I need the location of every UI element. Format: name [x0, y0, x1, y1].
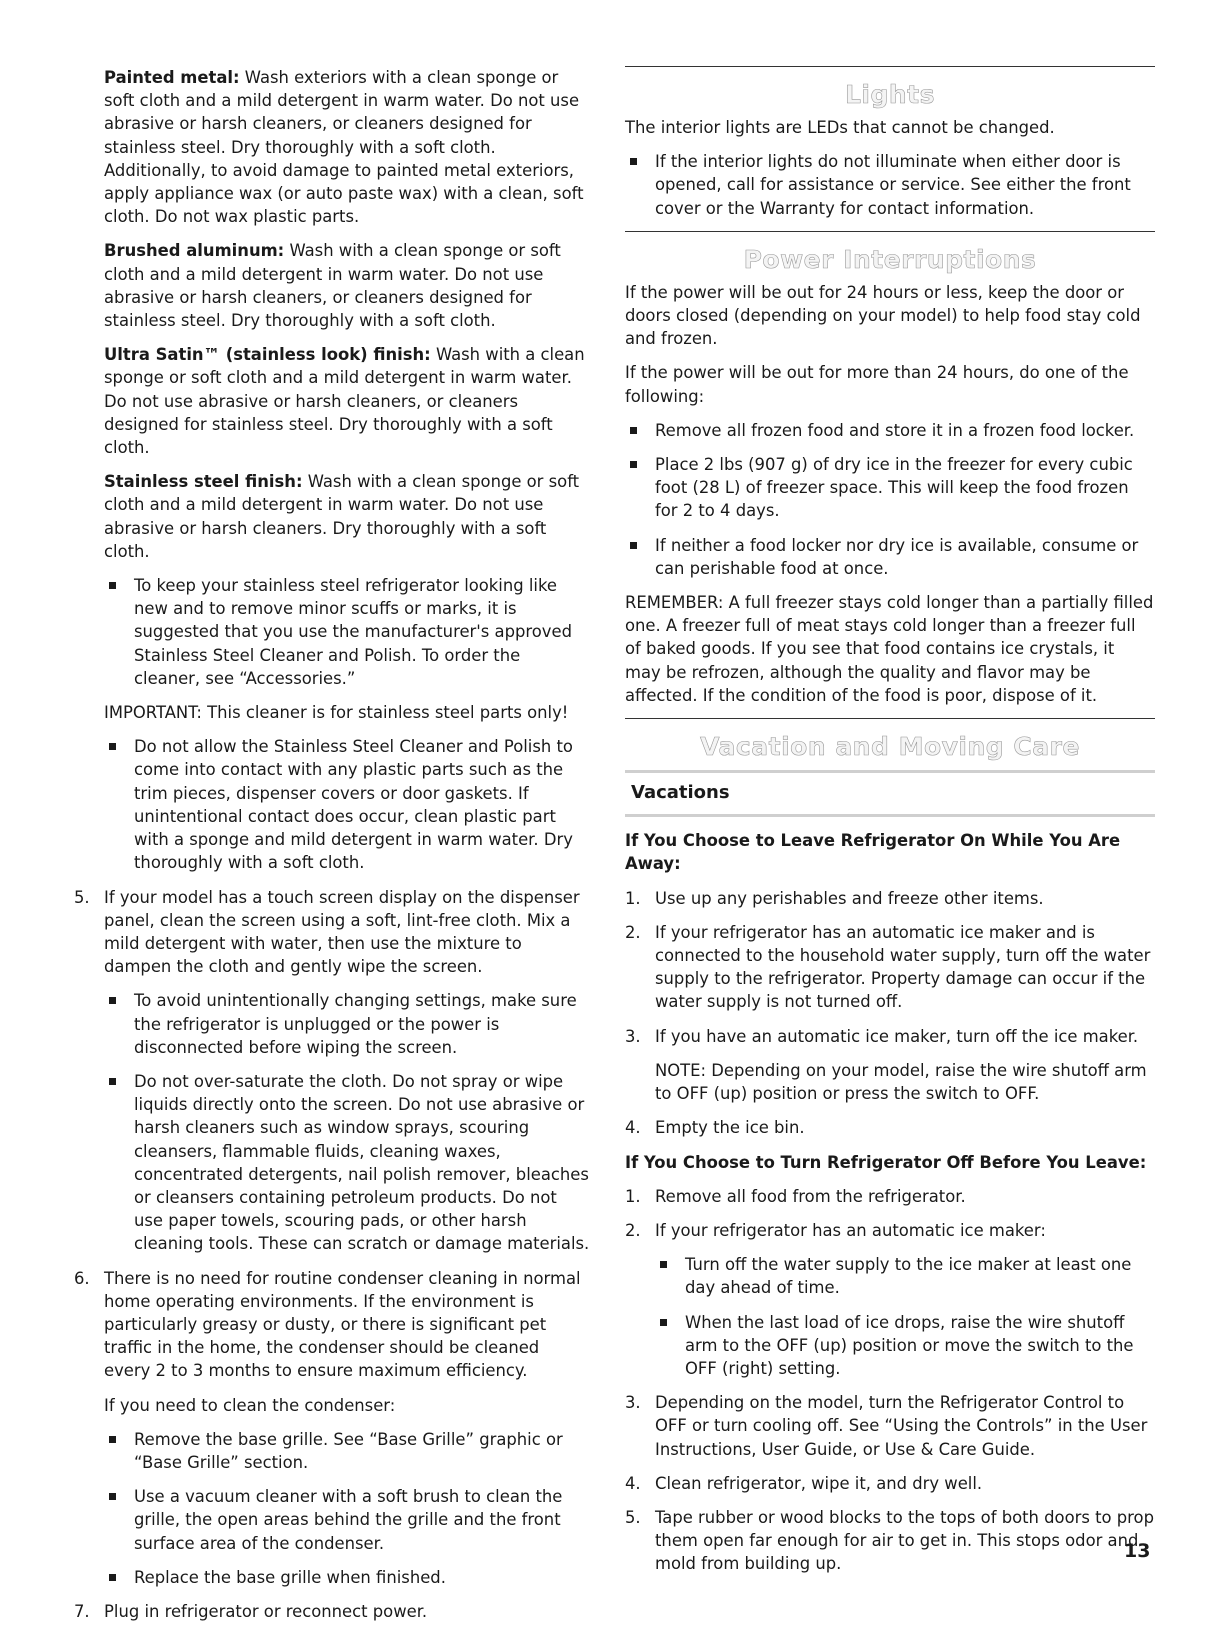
- page-number: 13: [1124, 1540, 1151, 1562]
- turn-off-bullet: When the last load of ice drops, raise the wire shutoff arm to the OFF (up) position or move the switch to the OFF (right) setting.: [655, 1311, 1155, 1381]
- power-bullet: Remove all frozen food and store it in a frozen food locker.: [625, 419, 1155, 442]
- lights-text: The interior lights are LEDs that cannot be changed.: [625, 118, 1055, 137]
- list-item-6: 6. There is no need for routine condenser cleaning in normal home operating environments. If the environment is particularly greasy or dusty, or there is significant pet traffic in the home, the condenser should be cleaned every 2 to 3 months to ensure maximum efficiency.: [74, 1268, 581, 1381]
- leave-on-item: 2. If your refrigerator has an automatic ice maker and is connected to the household water supply, turn off the water supply to the refrigerator. Property damage can occur if the water supply is not turned off.: [625, 922, 1151, 1012]
- right-column: [625, 66, 1155, 1587]
- leave-on-heading: If You Choose to Leave Refrigerator On While You Are Away:: [625, 831, 1121, 874]
- item5-bullet: Do not over-saturate the cloth. Do not spray or wipe liquids directly onto the screen. Do not use abrasive or harsh cleaners such as window sprays, scouring cleansers, flammable fluids, cleaning waxes, concentrated detergents, nail polish remover, bleaches or cleansers containing petroleum products. Do not use paper towels, scouring pads, or other harsh cleaning tools. These can scratch or damage materials.: [104, 1070, 590, 1256]
- stainless-steel-paragraph: Stainless steel finish: Wash with a clean sponge or soft cloth and a mild detergent in warm water. Do not use abrasive or harsh cleaners. Dry thoroughly with a soft cloth.: [104, 472, 580, 561]
- leave-on-item: 3. If you have an automatic ice maker, turn off the ice maker.: [625, 1026, 1139, 1046]
- note-paragraph: NOTE: Depending on your model, raise the wire shutoff arm to OFF (up) position or press the switch to OFF.: [655, 1060, 1147, 1104]
- vacation-moving-title: Vacation and Moving Care: [700, 732, 1080, 762]
- important-paragraph: IMPORTANT: This cleaner is for stainless steel parts only!: [104, 703, 569, 723]
- item5-bullet: To avoid unintentionally changing settings, make sure the refrigerator is unplugged or the power is disconnected before wiping the screen.: [104, 989, 590, 1059]
- turn-off-item: 2. If your refrigerator has an automatic ice maker:: [625, 1220, 1046, 1240]
- lights-bullet: If the interior lights do not illuminate when either door is opened, call for assistance or service. See either the front cover or the Warranty for contact information.: [625, 150, 1155, 220]
- turn-off-item: 1. Remove all food from the refrigerator.: [625, 1186, 966, 1206]
- turn-off-item: 3. Depending on the model, turn the Refrigerator Control to OFF or turn cooling off. See “Using the Controls” in the User Instructions, User Guide, or Use & Care Guide.: [625, 1393, 1148, 1459]
- item6-bullet: Use a vacuum cleaner with a soft brush to clean the grille, the open areas behind the grille and the front surface area of the condenser.: [104, 1485, 590, 1555]
- painted-metal-paragraph: Painted metal: Wash exteriors with a clean sponge or soft cloth and a mild detergent in warm water. Do not use abrasive or harsh cleaners, or cleaners designed for stainless steel. Dry thoroughly with a soft cloth. Additionally, to avoid damage to painted metal exteriors, apply appliance wax (or auto paste wax) with a clean, soft cloth. Do not wax plastic parts.: [104, 68, 584, 227]
- power-p2: If the power will be out for more than 24 hours, do one of the following:: [625, 363, 1129, 406]
- leave-on-item: 1. Use up any perishables and freeze other items.: [625, 888, 1044, 908]
- important-bullet: Do not allow the Stainless Steel Cleaner and Polish to come into contact with any plastic parts such as the trim pieces, dispenser covers or door gaskets. If unintentional contact does occur, clean plastic part with a sponge and mild detergent in warm water. Dry thoroughly with a soft cloth.: [104, 735, 590, 874]
- remember-paragraph: REMEMBER: A full freezer stays cold longer than a partially filled one. A freezer full of meat stays cold longer than a freezer full of baked goods. If you see that food contains ice crystals, it may be refrozen, although the quality and flavor may be affected. If the condition of the food is poor, dispose of it.: [625, 593, 1154, 705]
- stainless-bullet: To keep your stainless steel refrigerator looking like new and to remove minor scuffs or marks, it is suggested that you use the manufacturer's approved Stainless Steel Cleaner and Polish. To order the cleaner, see “Accessories.”: [104, 574, 590, 690]
- turn-off-item: 5. Tape rubber or wood blocks to the tops of both doors to prop them open far enough for air to get in. This stops odor and mold from building up.: [625, 1507, 1154, 1574]
- list-item-5: 5. If your model has a touch screen display on the dispenser panel, clean the screen using a soft, lint-free cloth. Mix a mild detergent with water, then use the mixture to dampen the cloth and gently wipe the screen.: [74, 887, 580, 977]
- list-item-7: 7. Plug in refrigerator or reconnect power.: [74, 1601, 428, 1621]
- power-interruptions-title: Power Interruptions: [743, 244, 1037, 274]
- power-p1: If the power will be out for 24 hours or less, keep the door or doors closed (depending on your model) to help food stay cold and frozen.: [625, 282, 1141, 349]
- power-bullet: If neither a food locker nor dry ice is available, consume or can perishable food at once.: [625, 534, 1155, 580]
- item6-bullet: Replace the base grille when finished.: [104, 1566, 590, 1589]
- left-column: [74, 66, 590, 1634]
- turn-off-bullet: Turn off the water supply to the ice maker at least one day ahead of time.: [655, 1253, 1155, 1299]
- lights-title: Lights: [844, 80, 936, 109]
- item6-bullet: Remove the base grille. See “Base Grille” graphic or “Base Grille” section.: [104, 1428, 590, 1474]
- item6-intro: If you need to clean the condenser:: [104, 1395, 396, 1415]
- leave-on-item: 4. Empty the ice bin.: [625, 1118, 805, 1138]
- ultra-satin-paragraph: Ultra Satin™ (stainless look) finish: Wash with a clean sponge or soft cloth and a mild detergent in warm water. Do not use abrasive or harsh cleaners, or cleaners designed for stainless steel. Dry thoroughly with a soft cloth.: [104, 345, 585, 458]
- brushed-aluminum-paragraph: Brushed aluminum: Wash with a clean sponge or soft cloth and a mild detergent in warm water. Do not use abrasive or harsh cleaners, or cleaners designed for stainless steel. Dry thoroughly with a soft cloth.: [104, 241, 561, 331]
- vacations-subheading: Vacations: [625, 770, 1155, 817]
- turn-off-item: 4. Clean refrigerator, wipe it, and dry well.: [625, 1473, 983, 1493]
- turn-off-heading: If You Choose to Turn Refrigerator Off Before You Leave:: [625, 1152, 1147, 1172]
- power-bullet: Place 2 lbs (907 g) of dry ice in the freezer for every cubic foot (28 L) of freezer space. This will keep the food frozen for 2 to 4 days.: [625, 453, 1155, 523]
